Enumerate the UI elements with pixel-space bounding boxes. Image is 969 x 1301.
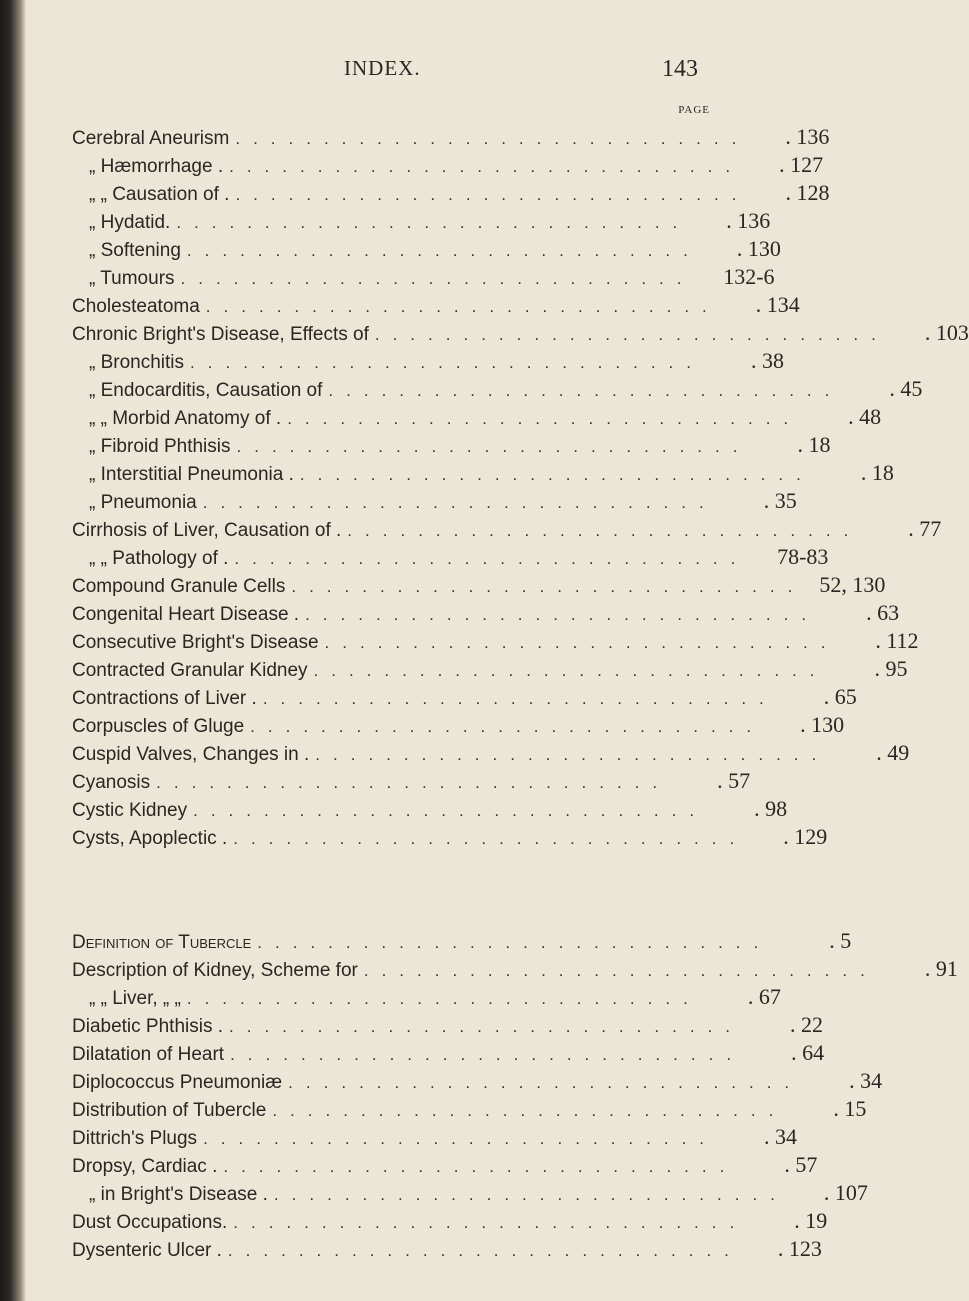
index-entry [72, 1040, 825, 1068]
index-entry [72, 768, 751, 796]
entry-text: Description of Kidney, Scheme for [72, 960, 358, 981]
entry-text: Diplococcus Pneumoniæ [72, 1072, 283, 1093]
dot-leader: ............................. [324, 633, 839, 652]
dot-leader: ............................. [186, 241, 701, 260]
entry-text: Dittrich's Plugs [72, 1128, 198, 1149]
index-entry [72, 1236, 822, 1264]
entry-text: Diabetic Phthisis . [72, 1016, 224, 1037]
dot-leader: ............................. [236, 437, 751, 456]
index-entry [72, 1096, 867, 1124]
entry-text: Contractions of Liver . [72, 688, 257, 709]
entry-page: . 34 [764, 1124, 798, 1149]
running-title: INDEX. [344, 56, 421, 80]
entry-page: . 18 [797, 432, 831, 457]
entry-page: . 103 [924, 320, 969, 345]
dot-leader: ............................. [272, 1101, 787, 1120]
dot-leader: ............................. [262, 689, 777, 708]
dot-leader: ............................. [291, 577, 806, 596]
entry-page: 78-83 [777, 544, 829, 569]
index-entry [72, 628, 919, 656]
index-entry [72, 460, 894, 488]
entry-text: Definition of Tubercle [72, 932, 252, 953]
entry-page: . 95 [874, 656, 908, 681]
index-entry [72, 236, 781, 264]
index-entry [72, 348, 785, 376]
entry-text: Cyanosis [72, 772, 151, 793]
entry-page: . 65 [823, 684, 857, 709]
index-entry [72, 656, 908, 684]
index-entry [72, 1124, 798, 1152]
entry-page: 52, 130 [819, 572, 886, 597]
dot-leader: ............................. [347, 521, 862, 540]
entry-text: „ Bronchitis [89, 352, 185, 373]
index-entry [72, 956, 958, 984]
entry-page: . 130 [800, 712, 845, 737]
entry-page: . 129 [783, 824, 828, 849]
entry-text: Congenital Heart Disease . [72, 604, 300, 625]
index-entry [72, 1068, 883, 1096]
entry-page: . 134 [755, 292, 800, 317]
index-entry [72, 264, 775, 292]
entry-text: Dust Occupations. [72, 1212, 228, 1233]
index-entry [72, 572, 886, 600]
entry-text: „ „ Pathology of . [89, 548, 229, 569]
entry-page: . 57 [784, 1152, 818, 1177]
entry-text: Contracted Granular Kidney [72, 660, 308, 681]
index-entry [72, 984, 781, 1012]
entry-page: . 130 [736, 236, 781, 261]
entry-page: . 49 [876, 740, 910, 765]
dot-leader: ............................. [233, 829, 748, 848]
entry-text: „ Hydatid. [89, 212, 171, 233]
entry-text: Cirrhosis of Liver, Causation of . [72, 520, 342, 541]
dot-leader: ............................. [193, 801, 708, 820]
dot-leader: ............................. [313, 661, 828, 680]
entry-page: . 34 [849, 1068, 883, 1093]
entry-page: . 64 [791, 1040, 825, 1065]
index-entry [72, 320, 969, 348]
index-entry [72, 1012, 823, 1040]
entry-page: . 5 [829, 928, 852, 953]
dot-leader: ............................. [273, 1185, 788, 1204]
entry-text: „ Fibroid Phthisis [89, 436, 231, 457]
index-entry [72, 1208, 828, 1236]
entry-text: Chronic Bright's Disease, Effects of [72, 324, 369, 345]
entry-page: . 123 [777, 1236, 822, 1261]
dot-leader: ............................. [235, 185, 750, 204]
entry-page: . 98 [754, 796, 788, 821]
dot-leader: ............................. [190, 353, 705, 372]
dot-leader: ............................. [229, 157, 744, 176]
index-entry [72, 544, 829, 572]
dot-leader: ............................. [203, 1129, 718, 1148]
entry-page: 132-6 [723, 264, 775, 289]
entry-text: „ Endocarditis, Causation of [89, 380, 323, 401]
dot-leader: ............................. [202, 493, 717, 512]
dot-leader: ............................. [176, 213, 691, 232]
dot-leader: ............................. [233, 1213, 748, 1232]
entry-page: . 136 [726, 208, 771, 233]
dot-leader: ............................. [328, 381, 843, 400]
entry-text: Cysts, Apoplectic . [72, 828, 228, 849]
entry-page: . 77 [908, 516, 942, 541]
dot-leader: ............................. [288, 1073, 803, 1092]
index-entry [72, 488, 797, 516]
dot-leader: ............................. [257, 933, 772, 952]
index-entry [72, 1152, 818, 1180]
entry-page: . 22 [790, 1012, 823, 1037]
entry-page: . 19 [794, 1208, 828, 1233]
index-entry [72, 376, 923, 404]
entry-page: . 91 [924, 956, 958, 981]
dot-leader: ............................. [374, 325, 889, 344]
entry-text: Cholesteatoma [72, 296, 200, 317]
entry-text: Dilatation of Heart [72, 1044, 225, 1065]
entry-text: „ Interstitial Pneumonia . [89, 464, 294, 485]
dot-leader: ............................. [205, 297, 720, 316]
dot-leader: ............................. [235, 129, 750, 148]
page-number: 143 [662, 56, 698, 82]
entry-page: . 128 [785, 180, 830, 205]
entry-page: . 57 [717, 768, 751, 793]
index-entry [72, 928, 852, 956]
dot-leader: ............................. [227, 1241, 742, 1260]
index-entry [72, 432, 831, 460]
dot-leader: ............................. [305, 605, 820, 624]
entry-text: Cuspid Valves, Changes in . [72, 744, 310, 765]
entry-page: . 107 [823, 1180, 868, 1205]
entry-page: . 15 [833, 1096, 867, 1121]
entry-text: „ in Bright's Disease . [89, 1184, 268, 1205]
index-entry [72, 292, 800, 320]
entry-text: Cystic Kidney [72, 800, 188, 821]
dot-leader: ............................. [186, 989, 701, 1008]
index-entry [72, 124, 830, 152]
entry-page: . 63 [866, 600, 900, 625]
entry-page: . 136 [785, 124, 830, 149]
entry-page: . 38 [751, 348, 785, 373]
index-entry [72, 516, 942, 544]
entry-text: „ Hæmorrhage . [89, 156, 224, 177]
entry-text: Dropsy, Cardiac . [72, 1156, 218, 1177]
entry-text: Compound Granule Cells [72, 576, 286, 597]
entry-page: . 35 [763, 488, 797, 513]
entry-text: „ „ Liver, „ „ [89, 988, 181, 1009]
entry-page: . 127 [779, 152, 824, 177]
entry-page: . 112 [875, 628, 919, 653]
index-entry [72, 684, 857, 712]
index-entry [72, 1180, 868, 1208]
index-entry [72, 180, 830, 208]
dot-leader: ............................. [156, 773, 671, 792]
dot-leader: ............................. [223, 1157, 738, 1176]
entry-page: . 67 [747, 984, 781, 1009]
index-entry [72, 208, 771, 236]
entry-text: Corpuscles of Gluge [72, 716, 245, 737]
page-column-label: PAGE [678, 104, 710, 116]
entry-text: „ Tumours [89, 268, 175, 289]
index-entry [72, 824, 828, 852]
entry-text: Consecutive Bright's Disease [72, 632, 319, 653]
entry-page: . 45 [889, 376, 923, 401]
entry-text: „ „ Causation of . [89, 184, 230, 205]
dot-leader: ............................. [180, 269, 695, 288]
entry-text: „ Pneumonia [89, 492, 197, 513]
dot-leader: ............................. [315, 745, 830, 764]
index-entry [72, 152, 824, 180]
entry-text: Cerebral Aneurism [72, 128, 230, 149]
dot-leader: ............................. [250, 717, 765, 736]
entry-text: „ Softening [89, 240, 181, 261]
entry-page: . 18 [860, 460, 894, 485]
index-entry [72, 796, 788, 824]
index-entry [72, 600, 900, 628]
dot-leader: ............................. [230, 1045, 745, 1064]
index-entry [72, 404, 882, 432]
dot-leader: ............................. [234, 549, 749, 568]
entry-text: „ „ Morbid Anatomy of . [89, 408, 282, 429]
entry-text: Distribution of Tubercle [72, 1100, 267, 1121]
index-entry [72, 712, 845, 740]
dot-leader: ............................. [363, 961, 878, 980]
dot-leader: ............................. [229, 1017, 743, 1036]
entry-text: Dysenteric Ulcer . [72, 1240, 222, 1261]
dot-leader: ............................. [287, 409, 802, 428]
index-entry [72, 740, 910, 768]
dot-leader: ............................. [299, 465, 814, 484]
entry-page: . 48 [848, 404, 882, 429]
